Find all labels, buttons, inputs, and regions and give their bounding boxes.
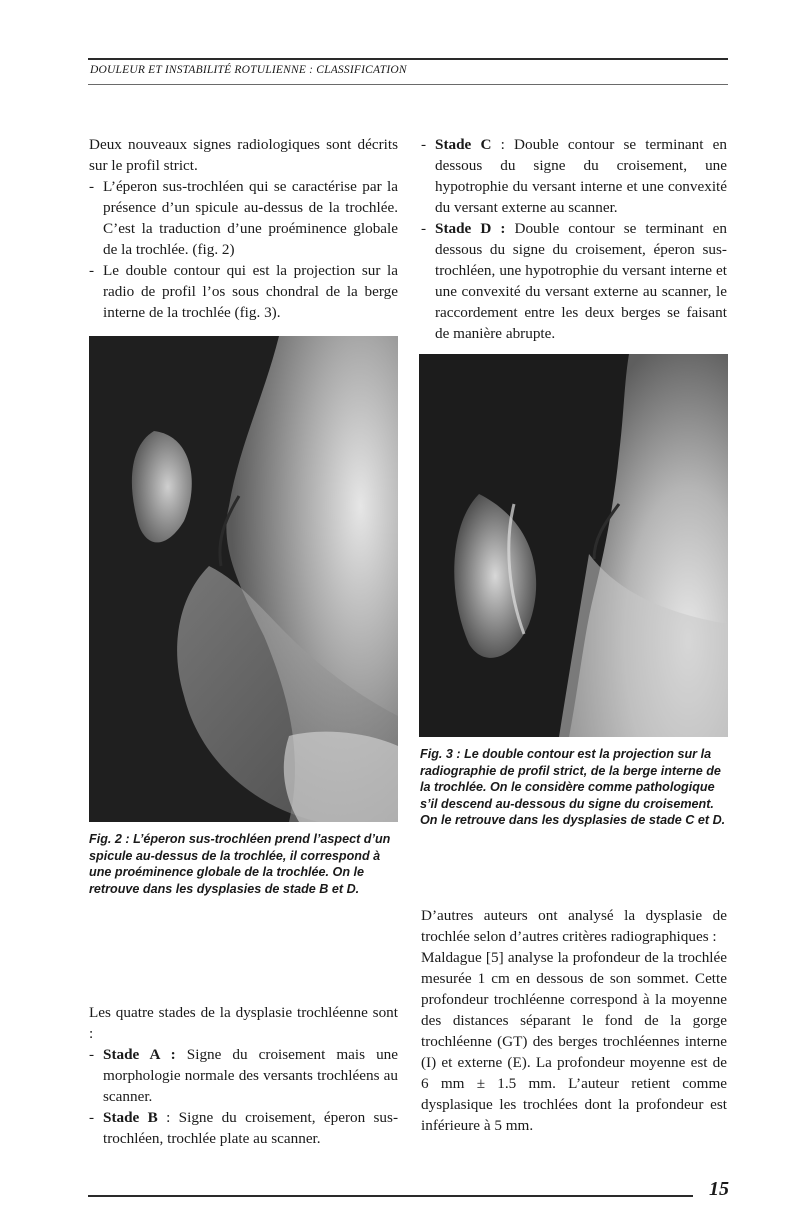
right-column-top (421, 134, 727, 344)
figure-2-xray (89, 336, 398, 822)
header-rule (88, 58, 728, 60)
list-item-stage-a (89, 1044, 398, 1107)
header-rule-lower (88, 84, 728, 85)
page-number: 15 (709, 1178, 729, 1200)
stage-b-text: : Signe du croisement, éperon sus-trochléen, trochlée plate au scanner. (103, 1109, 398, 1147)
stage-d-text: Double contour se terminant en dessous du signe du croisement, éperon sus-trochléen, une hypotrophie du versant interne et une convexité du versant externe au scanner, le raccordement entre les deux berges se faisant de manière abrupte. (435, 220, 728, 342)
left-column-bottom (89, 1002, 398, 1149)
figure-3-xray (419, 354, 728, 737)
running-head: DOULEUR ET INSTABILITÉ ROTULIENNE : CLASSIFICATION (90, 64, 407, 76)
left-column-top (89, 134, 398, 323)
list-item-stage-b (89, 1107, 398, 1149)
stage-d-label: Stade D : (435, 220, 506, 237)
stages-list-left (89, 1044, 398, 1149)
intro-paragraph: Deux nouveaux signes radiologiques sont décrits sur le profil strict. (89, 136, 398, 174)
footer-rule (88, 1195, 693, 1197)
stage-b-label: Stade B (103, 1109, 158, 1126)
stages-intro: Les quatre stades de la dysplasie trochléenne sont : (89, 1004, 398, 1042)
stage-c-label: Stade C (435, 136, 492, 153)
figure-3-caption: Fig. 3 : Le double contour est la projection sur la radiographie de profil strict, de la berge interne de la trochlée. On le considère comme pathologique s’il descend au-dessous du signe du croisement. On le retrouve dans les dysplasies de stade C et D. (420, 747, 726, 827)
signs-list (89, 176, 398, 323)
list-item-stage-d (421, 218, 727, 344)
figure-2-caption: Fig. 2 : L’éperon sus-trochléen prend l’aspect d’un spicule au-dessus de la trochlée, il correspond à une proéminence globale de la trochlée. On le retrouve dans les dysplasies de stade B et D. (89, 832, 391, 896)
list-item-stage-c (421, 134, 727, 218)
stage-a-text: Signe du croisement mais une morphologie normale des versants trochléens au scanner. (103, 1046, 398, 1105)
stage-c-text: : Double contour se terminant en dessous du signe du croisement, une hypotrophie du versant interne et une convexité du versant externe au scanner. (435, 136, 727, 216)
list-item: - L’éperon sus-trochléen qui se caractérise par la présence d’un spicule au-dessus de la trochlée. C’est la traduction d’une proéminence globale de la trochlée. (fig. 2) (89, 176, 398, 260)
stage-a-label: Stade A : (103, 1046, 176, 1063)
maldague-paragraph: Maldague [5] analyse la profondeur de la trochlée mesurée 1 cm en dessous de son sommet. Cette profondeur trochléenne correspond à la moyenne des distances séparant le fond de la gorge trochléenne (GT) des berges trochléennes interne (I) et externe (E). La profondeur moyenne est de 6 mm ± 1.5 mm. L’auteur retient comme dysplasique les trochlées dont la profondeur est inférieure à 5 mm. (421, 949, 727, 1134)
stages-list-right (421, 134, 727, 344)
other-authors-paragraph: D’autres auteurs ont analysé la dysplasie de trochlée selon d’autres critères radiographiques : (421, 907, 727, 945)
list-item: - Le double contour qui est la projection sur la radio de profil l’os sous chondral de la berge interne de la trochlée (fig. 3). (89, 260, 398, 323)
right-column-bottom (421, 905, 727, 1136)
